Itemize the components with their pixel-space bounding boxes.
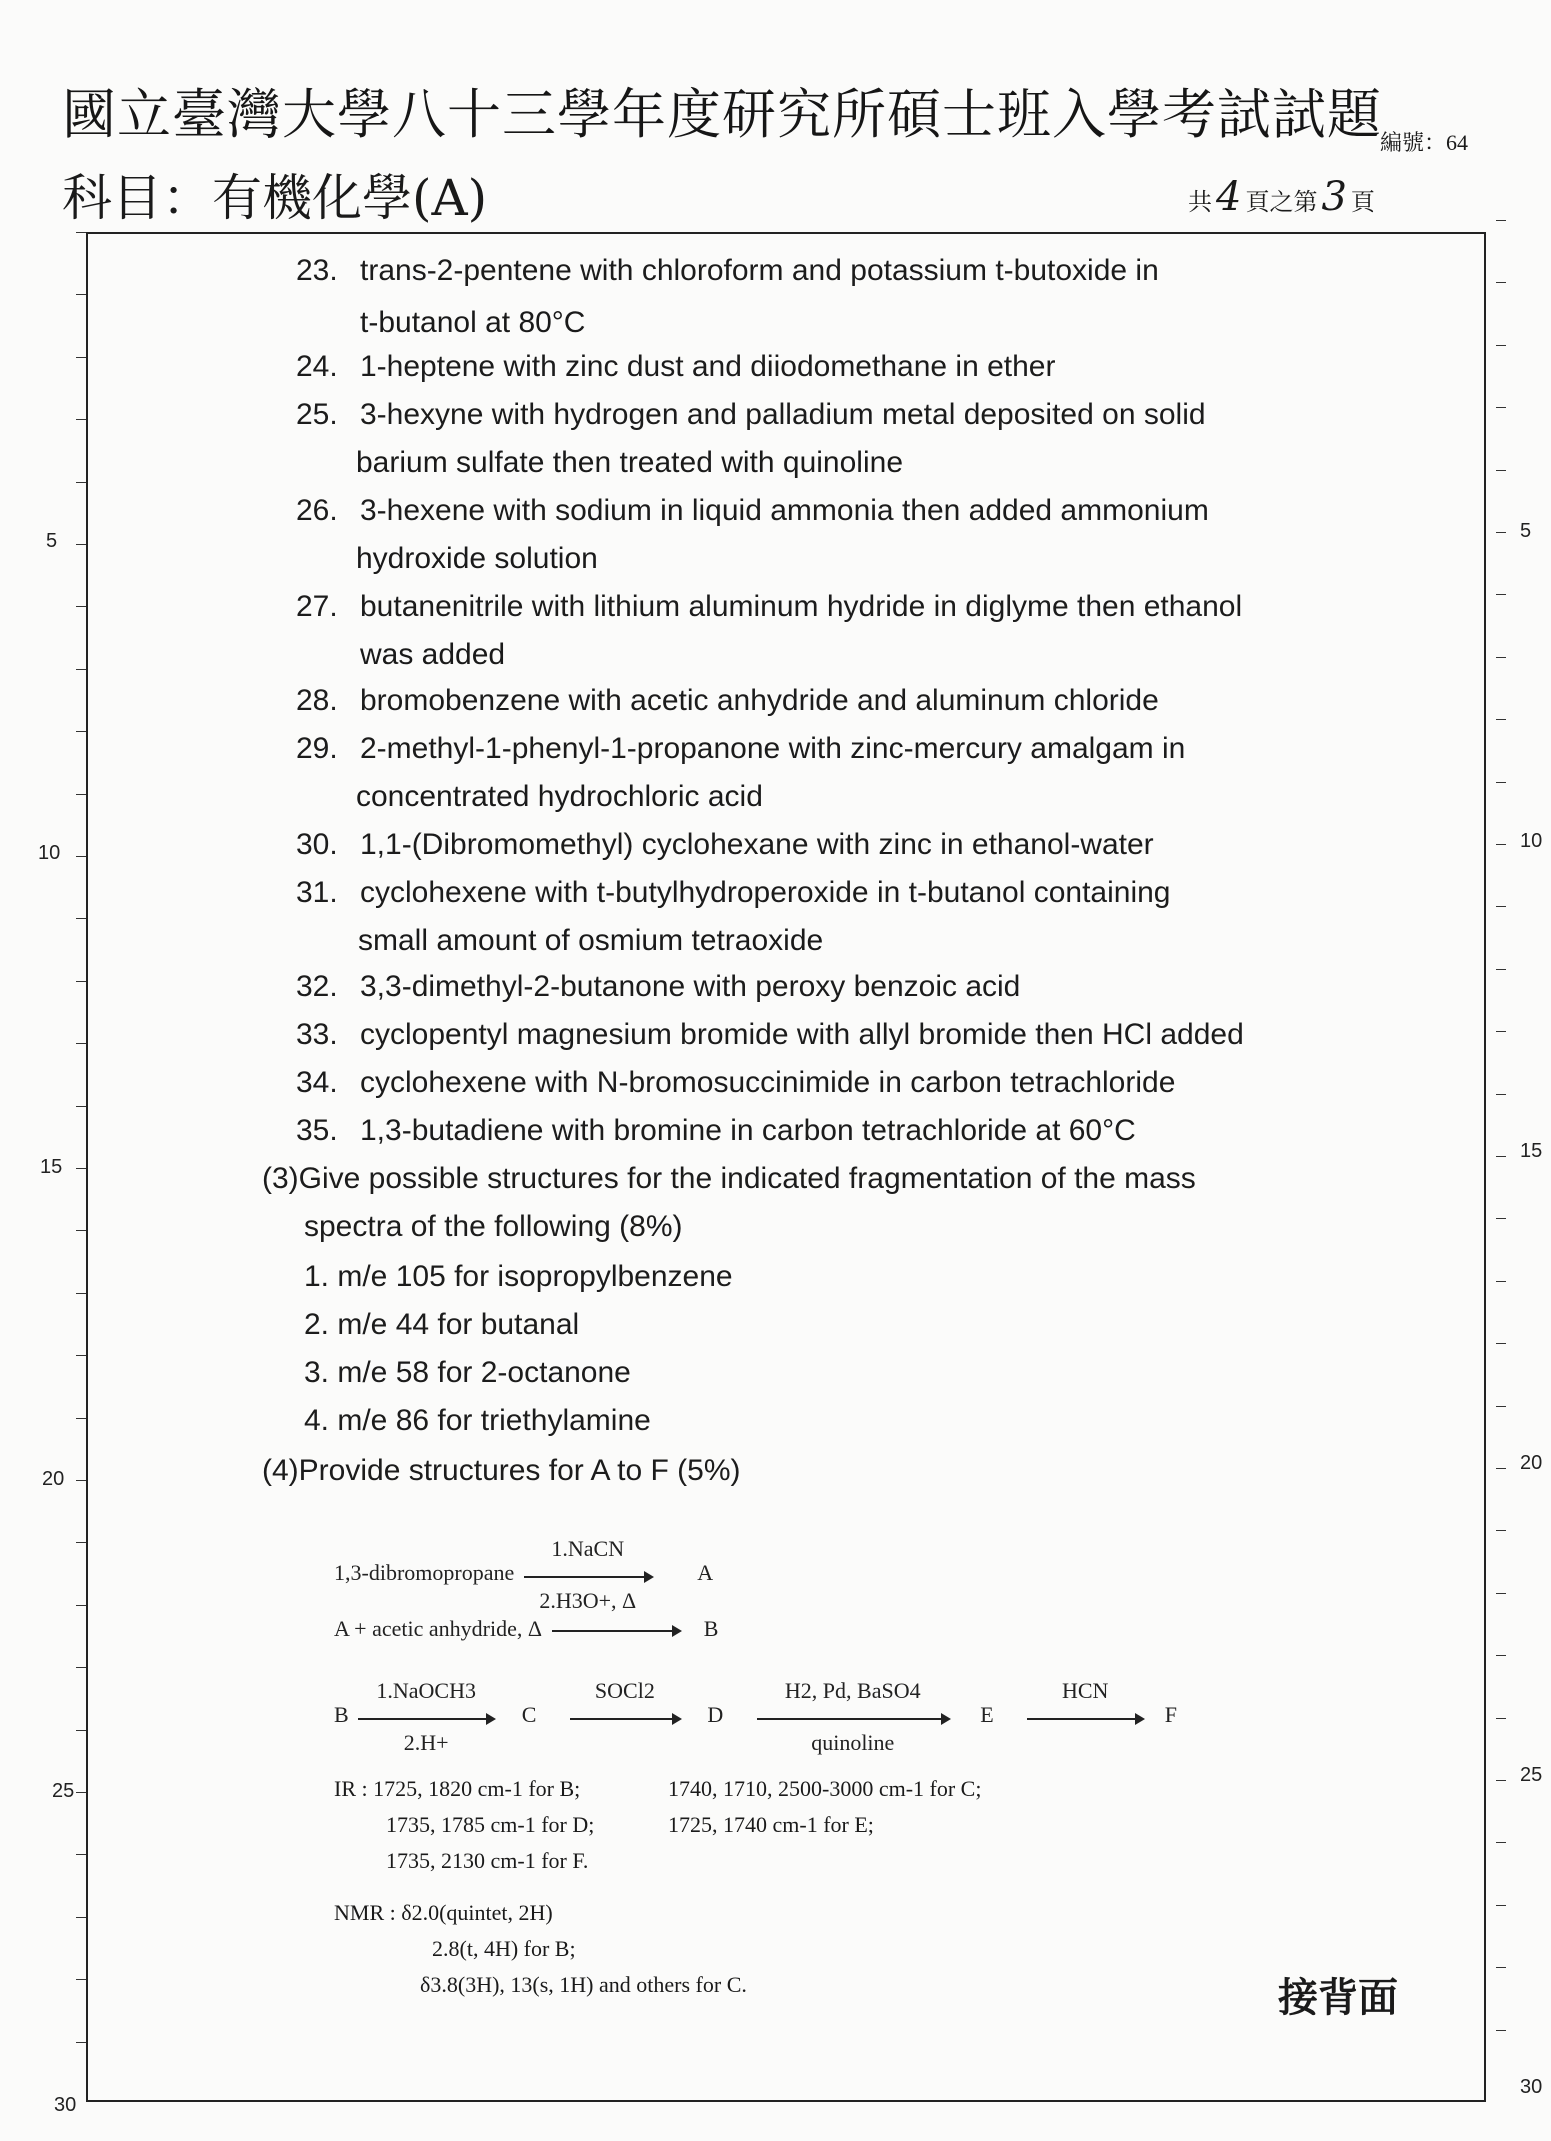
right-line-number: 25 <box>1520 1764 1543 1786</box>
page-current: 3 <box>1321 174 1347 220</box>
nmr-data-line: 2.8(t, 4H) for B; <box>432 1936 576 1961</box>
section-3-heading: (3)Give possible structures for the indicated fragmentation of the mass <box>262 1162 1196 1195</box>
ruler-tick <box>76 794 86 795</box>
ruler-tick <box>1496 1468 1506 1469</box>
ruler-tick <box>1496 1218 1506 1219</box>
left-line-number: 20 <box>42 1468 65 1490</box>
ruler-tick <box>1496 969 1506 970</box>
ruler-tick <box>1496 407 1506 408</box>
mass-spec-item: 3. m/e 58 for 2-octanone <box>304 1356 631 1389</box>
ruler-tick <box>1496 1530 1506 1531</box>
ruler-tick <box>76 669 86 670</box>
mass-spec-item: 2. m/e 44 for butanal <box>304 1308 580 1341</box>
ir-data-line: 1735, 2130 cm-1 for F. <box>386 1848 589 1873</box>
reactant: A + acetic anhydride, Δ <box>334 1616 541 1641</box>
left-line-number: 25 <box>52 1780 75 1802</box>
ruler-tick <box>76 1605 86 1606</box>
question-item <box>296 732 1185 766</box>
question-item <box>296 350 1055 384</box>
question-number: 34. <box>296 1066 338 1099</box>
ruler-tick <box>76 1854 86 1855</box>
reaction-conditions <box>1027 1678 1143 1756</box>
question-item <box>296 876 1170 910</box>
reaction-arrow <box>757 1718 949 1720</box>
ruler-tick <box>1496 906 1506 907</box>
reaction-arrow <box>1027 1718 1143 1720</box>
ruler-tick <box>1496 1842 1506 1843</box>
question-item <box>296 590 1242 624</box>
ruler-tick <box>1496 1967 1506 1968</box>
reaction-arrow <box>358 1718 494 1720</box>
condition-top: SOCl2 <box>594 1678 655 1703</box>
question-number: 29. <box>296 732 338 765</box>
ruler-tick <box>1496 594 1506 595</box>
ruler-tick <box>76 232 86 233</box>
ruler-tick <box>1496 532 1506 533</box>
page-prefix: 共 <box>1188 190 1212 216</box>
ruler-tick <box>76 1168 86 1169</box>
ruler-tick <box>76 357 86 358</box>
product-label: D <box>707 1702 724 1728</box>
question-text: trans-2-pentene with chloroform and potassium t-butoxide in <box>360 254 1159 287</box>
ruler-tick <box>76 918 86 919</box>
ruler-tick <box>76 1542 86 1543</box>
question-text-cont: t-butanol at 80°C <box>360 306 586 339</box>
ruler-tick <box>76 1293 86 1294</box>
condition-top: H2, Pd, BaSO4 <box>784 1678 921 1703</box>
right-line-number: 20 <box>1520 1452 1543 1474</box>
ruler-tick <box>76 731 86 732</box>
ruler-tick <box>76 1792 86 1793</box>
ruler-tick <box>1496 2030 1506 2031</box>
product-label: C <box>521 1702 537 1728</box>
question-item <box>296 828 1154 862</box>
ir-data-line: 1740, 1710, 2500-3000 cm-1 for C; <box>668 1776 982 1801</box>
question-number: 31. <box>296 876 338 909</box>
ruler-tick <box>1496 1094 1506 1095</box>
ruler-tick <box>1496 1281 1506 1282</box>
ruler-tick <box>76 1106 86 1107</box>
ruler-tick <box>76 1418 86 1419</box>
question-text: cyclohexene with t-butylhydroperoxide in t-butanol containing <box>360 876 1171 909</box>
left-line-number: 15 <box>40 1156 63 1178</box>
page-suffix: 頁 <box>1350 190 1375 216</box>
question-text: 1,1-(Dibromomethyl) cyclohexane with zinc in ethanol-water <box>360 828 1154 861</box>
right-line-number: 5 <box>1520 520 1532 542</box>
ruler-tick <box>76 856 86 857</box>
ruler-tick <box>1496 345 1506 346</box>
ruler-tick <box>1496 1406 1506 1407</box>
question-number: 30. <box>296 828 338 861</box>
question-text-cont: small amount of osmium tetraoxide <box>358 924 824 957</box>
question-text-cont: barium sulfate then treated with quinoline <box>356 446 904 479</box>
reaction-conditions <box>570 1678 680 1756</box>
question-number: 24. <box>296 350 338 383</box>
ruler-tick <box>76 1979 86 1980</box>
reaction-arrow <box>524 1576 652 1578</box>
ruler-tick <box>1496 1593 1506 1594</box>
ruler-tick <box>76 2042 86 2043</box>
question-item <box>296 1066 1175 1100</box>
continue-on-back-note: 接背面 <box>1278 1974 1398 2021</box>
subject-line: 科目：有機化學(A) <box>62 169 488 227</box>
reaction-1 <box>334 1536 713 1614</box>
product-label: A <box>697 1560 714 1586</box>
question-text: butanenitrile with lithium aluminum hydride in diglyme then ethanol <box>360 590 1243 623</box>
reaction-conditions <box>358 1678 494 1756</box>
condition-bottom: quinoline <box>811 1730 895 1755</box>
ruler-tick <box>1496 470 1506 471</box>
ruler-tick <box>76 419 86 420</box>
mass-spec-item: 1. m/e 105 for isopropylbenzene <box>304 1260 733 1293</box>
ir-data-line: 1735, 1785 cm-1 for D; <box>386 1812 595 1837</box>
ruler-tick <box>76 1480 86 1481</box>
ruler-tick <box>1496 1156 1506 1157</box>
ruler-tick <box>1496 657 1506 658</box>
ir-data-line: 1725, 1740 cm-1 for E; <box>668 1812 874 1837</box>
condition-top: 1.NaCN <box>551 1536 625 1561</box>
question-number: 23. <box>296 254 338 287</box>
question-text: 3-hexyne with hydrogen and palladium metal deposited on solid <box>360 398 1206 431</box>
nmr-data-line: NMR : δ2.0(quintet, 2H) <box>334 1900 553 1925</box>
page-info <box>1188 174 1375 220</box>
question-number: 28. <box>296 684 338 717</box>
question-item <box>296 254 1159 288</box>
question-text: cyclohexene with N-bromosuccinimide in carbon tetrachloride <box>360 1066 1176 1099</box>
question-number: 35. <box>296 1114 338 1147</box>
question-text: 3-hexene with sodium in liquid ammonia then added ammonium <box>360 494 1209 527</box>
ruler-tick <box>1496 844 1506 845</box>
question-text: 3,3-dimethyl-2-butanone with peroxy benzoic acid <box>360 970 1021 1003</box>
ruler-tick <box>76 1730 86 1731</box>
reaction-arrow <box>570 1718 680 1720</box>
left-line-number: 30 <box>54 2094 77 2116</box>
section-4-heading: (4)Provide structures for A to F (5%) <box>262 1454 741 1487</box>
condition-top: 1.NaOCH3 <box>376 1678 476 1703</box>
right-line-number: 15 <box>1520 1140 1543 1162</box>
condition-top: HCN <box>1061 1678 1109 1703</box>
ruler-tick <box>76 1355 86 1356</box>
right-line-number: 10 <box>1520 830 1543 852</box>
question-item <box>296 970 1020 1004</box>
ruler-tick <box>1496 782 1506 783</box>
question-text: cyclopentyl magnesium bromide with allyl bromide then HCl added <box>360 1018 1244 1051</box>
ruler-tick <box>76 1917 86 1918</box>
mass-spec-item: 4. m/e 86 for triethylamine <box>304 1404 651 1437</box>
condition-bottom: 2.H3O+, Δ <box>539 1588 637 1613</box>
condition-bottom: 2.H+ <box>403 1730 449 1755</box>
ruler-tick <box>1496 719 1506 720</box>
question-number: 32. <box>296 970 338 1003</box>
question-text-cont: concentrated hydrochloric acid <box>356 780 763 813</box>
question-text-cont: hydroxide solution <box>356 542 598 575</box>
ruler-tick <box>76 1667 86 1668</box>
nmr-data-line: δ3.8(3H), 13(s, 1H) and others for C. <box>420 1972 747 1997</box>
question-item <box>296 684 1159 718</box>
exam-code: 編號：64 <box>1380 130 1469 155</box>
ruler-tick <box>1496 1343 1506 1344</box>
right-line-number: 30 <box>1520 2076 1543 2098</box>
question-text: bromobenzene with acetic anhydride and aluminum chloride <box>360 684 1159 717</box>
question-item <box>296 398 1206 432</box>
product-label: B <box>703 1616 719 1641</box>
product-label: F <box>1164 1702 1177 1728</box>
ruler-tick <box>1496 1655 1506 1656</box>
ruler-tick <box>76 1043 86 1044</box>
ruler-tick <box>1496 1905 1506 1906</box>
question-item <box>296 1018 1244 1052</box>
question-text: 1,3-butadiene with bromine in carbon tetrachloride at 60°C <box>360 1114 1136 1147</box>
question-number: 25. <box>296 398 338 431</box>
ir-data-line: IR : 1725, 1820 cm-1 for B; <box>334 1776 581 1801</box>
question-item <box>296 1114 1136 1148</box>
reaction-conditions <box>757 1678 949 1756</box>
reactant: 1,3-dibromopropane <box>334 1560 515 1586</box>
ruler-tick <box>1496 1718 1506 1719</box>
ruler-tick <box>76 294 86 295</box>
ruler-tick <box>76 544 86 545</box>
left-line-number: 10 <box>38 842 61 864</box>
ruler-tick <box>1496 1780 1506 1781</box>
ruler-tick <box>76 482 86 483</box>
ruler-tick <box>76 981 86 982</box>
ruler-tick <box>76 606 86 607</box>
question-item <box>296 494 1209 528</box>
question-number: 27. <box>296 590 338 623</box>
exam-title: 國立臺灣大學八十三學年度研究所碩士班入學考試試題 <box>62 83 1382 146</box>
reaction-2 <box>334 1616 718 1642</box>
question-text-cont: was added <box>360 638 506 671</box>
left-line-number: 5 <box>46 530 58 552</box>
question-number: 26. <box>296 494 338 527</box>
ruler-tick <box>1496 1031 1506 1032</box>
ruler-tick <box>1496 282 1506 283</box>
page-total: 4 <box>1216 174 1242 220</box>
reaction-arrow <box>552 1630 680 1632</box>
question-text: 2-methyl-1-phenyl-1-propanone with zinc-mercury amalgam in <box>360 732 1186 765</box>
product-label: E <box>980 1702 994 1728</box>
reaction-conditions <box>524 1536 652 1614</box>
page-mid: 頁之第 <box>1245 190 1318 216</box>
section-3-heading-cont: spectra of the following (8%) <box>304 1210 683 1243</box>
question-text: 1-heptene with zinc dust and diiodomethane in ether <box>360 350 1056 383</box>
question-number: 33. <box>296 1018 338 1051</box>
reaction-3 <box>334 1678 1177 1756</box>
ruler-tick <box>76 1230 86 1231</box>
reactant: B <box>334 1702 349 1728</box>
ruler-tick <box>1496 220 1506 221</box>
